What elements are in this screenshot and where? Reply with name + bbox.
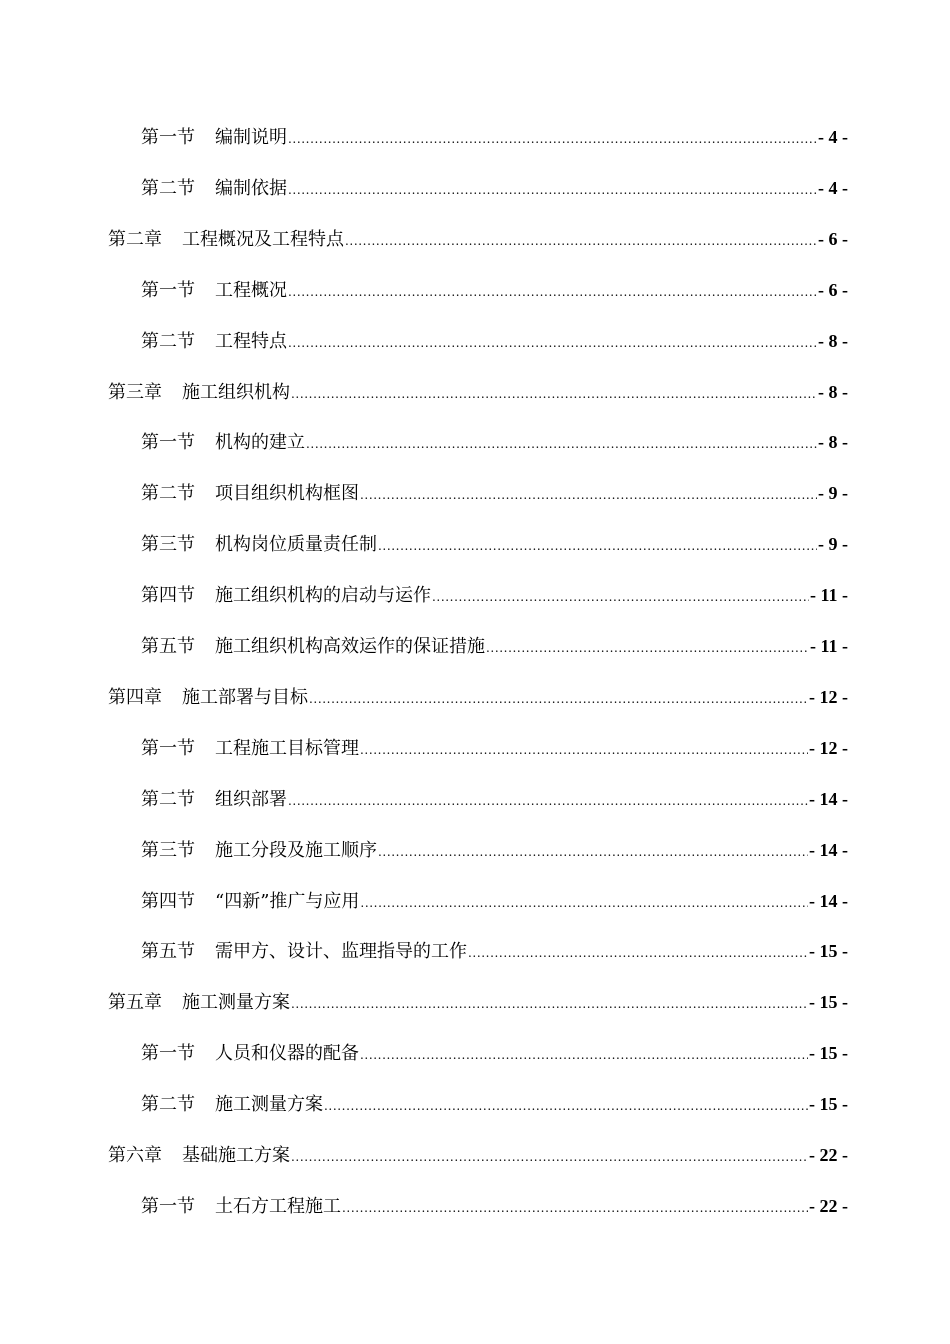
- toc-entry-number: 第二节: [141, 483, 195, 504]
- toc-entry-page-number: - 4 -: [818, 127, 848, 147]
- toc-entry-number: 第三节: [141, 534, 195, 555]
- toc-entry-section[interactable]: [141, 427, 848, 457]
- toc-entry-number: 第五章: [108, 992, 162, 1013]
- toc-entry-number: 第五节: [141, 636, 195, 657]
- toc-dot-leader: [288, 786, 808, 816]
- toc-entry-title: 施工部署与目标: [182, 687, 308, 708]
- toc-entry-page-number: - 22 -: [809, 1196, 848, 1216]
- toc-entry-title: 土石方工程施工: [215, 1196, 341, 1217]
- toc-entry-title: 工程特点: [215, 331, 287, 352]
- toc-entry-number: 第二章: [108, 229, 162, 250]
- toc-entry-chapter[interactable]: [108, 1140, 848, 1170]
- toc-entry-number: 第二节: [141, 178, 195, 199]
- toc-entry-page-number: - 8 -: [818, 382, 848, 402]
- toc-entry-section[interactable]: [141, 733, 848, 763]
- toc-dot-leader: [360, 888, 808, 918]
- toc-entry-page-number: - 14 -: [809, 789, 848, 809]
- toc-dot-leader: [468, 938, 808, 968]
- toc-entry-page-number: - 14 -: [809, 891, 848, 911]
- toc-entry-title: 人员和仪器的配备: [215, 1043, 359, 1064]
- toc-entry-title: 施工测量方案: [215, 1094, 323, 1115]
- toc-entry-title: 编制说明: [215, 127, 287, 148]
- toc-entry-number: 第四节: [141, 891, 195, 912]
- toc-entry-number: 第一节: [141, 432, 195, 453]
- toc-entry-chapter[interactable]: [108, 377, 848, 407]
- toc-entry-number: 第一节: [141, 1043, 195, 1064]
- toc-dot-leader: [345, 226, 817, 256]
- toc-entry-title: 施工组织机构高效运作的保证措施: [215, 636, 485, 657]
- toc-dot-leader: [309, 684, 808, 714]
- toc-entry-page-number: - 6 -: [818, 229, 848, 249]
- toc-entry-page-number: - 4 -: [818, 178, 848, 198]
- toc-dot-leader: [291, 379, 817, 409]
- toc-entry-title: 施工测量方案: [182, 992, 290, 1013]
- toc-dot-leader: [306, 429, 817, 459]
- toc-entry-chapter[interactable]: [108, 682, 848, 712]
- toc-dot-leader: [288, 328, 817, 358]
- toc-entry-section[interactable]: [141, 580, 848, 610]
- toc-entry-section[interactable]: [141, 173, 848, 203]
- toc-entry-page-number: - 11 -: [810, 585, 848, 605]
- toc-entry-section[interactable]: [141, 1191, 848, 1221]
- toc-entry-section[interactable]: [141, 835, 848, 865]
- toc-dot-leader: [324, 1091, 808, 1121]
- toc-dot-leader: [486, 633, 809, 663]
- toc-entry-section[interactable]: [141, 1038, 848, 1068]
- toc-entry-title: “四新”推广与应用: [215, 891, 360, 912]
- toc-entry-title: 机构岗位质量责任制: [215, 534, 377, 555]
- toc-entry-title: 需甲方、设计、监理指导的工作: [215, 941, 467, 962]
- toc-entry-number: 第六章: [108, 1145, 162, 1166]
- toc-entry-title: 编制依据: [215, 178, 287, 199]
- toc-entry-number: 第三节: [141, 840, 195, 861]
- toc-entry-section[interactable]: [141, 886, 848, 916]
- toc-entry-number: 第一节: [141, 738, 195, 759]
- toc-entry-title: 机构的建立: [215, 432, 305, 453]
- toc-entry-section[interactable]: [141, 631, 848, 661]
- toc-entry-number: 第一节: [141, 1196, 195, 1217]
- toc-entry-number: 第五节: [141, 941, 195, 962]
- toc-entry-section[interactable]: [141, 1089, 848, 1119]
- toc-entry-page-number: - 11 -: [810, 636, 848, 656]
- toc-entry-section[interactable]: [141, 275, 848, 305]
- toc-entry-page-number: - 15 -: [809, 1043, 848, 1063]
- toc-entry-number: 第二节: [141, 331, 195, 352]
- toc-entry-section[interactable]: [141, 784, 848, 814]
- toc-dot-leader: [360, 735, 808, 765]
- toc-entry-title: 基础施工方案: [182, 1145, 290, 1166]
- toc-dot-leader: [291, 1142, 808, 1172]
- toc-entry-number: 第二节: [141, 1094, 195, 1115]
- toc-entry-chapter[interactable]: [108, 987, 848, 1017]
- toc-entry-title: 施工组织机构: [182, 382, 290, 403]
- toc-entry-chapter[interactable]: [108, 224, 848, 254]
- toc-dot-leader: [432, 582, 809, 612]
- toc-entry-number: 第四节: [141, 585, 195, 606]
- toc-entry-title: 项目组织机构框图: [215, 483, 359, 504]
- toc-entry-title: 工程概况: [215, 280, 287, 301]
- toc-dot-leader: [288, 124, 817, 154]
- toc-entry-section[interactable]: [141, 326, 848, 356]
- toc-dot-leader: [360, 480, 817, 510]
- toc-entry-title: 施工分段及施工顺序: [215, 840, 377, 861]
- toc-entry-page-number: - 9 -: [818, 534, 848, 554]
- toc-entry-page-number: - 15 -: [809, 992, 848, 1012]
- toc-entry-number: 第三章: [108, 382, 162, 403]
- toc-entry-page-number: - 8 -: [818, 331, 848, 351]
- toc-entry-page-number: - 15 -: [809, 1094, 848, 1114]
- toc-entry-page-number: - 6 -: [818, 280, 848, 300]
- toc-entry-section[interactable]: [141, 936, 848, 966]
- toc-entry-page-number: - 15 -: [809, 941, 848, 961]
- toc-entry-number: 第一节: [141, 127, 195, 148]
- toc-dot-leader: [288, 175, 817, 205]
- toc-entry-number: 第二节: [141, 789, 195, 810]
- toc-entry-title: 组织部署: [215, 789, 287, 810]
- toc-entry-section[interactable]: [141, 122, 848, 152]
- toc-entry-title: 工程施工目标管理: [215, 738, 359, 759]
- toc-entry-page-number: - 22 -: [809, 1145, 848, 1165]
- toc-entry-section[interactable]: [141, 478, 848, 508]
- toc-entry-page-number: - 8 -: [818, 432, 848, 452]
- toc-dot-leader: [288, 277, 817, 307]
- toc-entry-number: 第一节: [141, 280, 195, 301]
- toc-entry-title: 施工组织机构的启动与运作: [215, 585, 431, 606]
- toc-entry-page-number: - 14 -: [809, 840, 848, 860]
- toc-dot-leader: [378, 837, 808, 867]
- toc-entry-page-number: - 12 -: [809, 738, 848, 758]
- toc-dot-leader: [342, 1193, 808, 1223]
- toc-entry-title: 工程概况及工程特点: [182, 229, 344, 250]
- toc-entry-number: 第四章: [108, 687, 162, 708]
- toc-entry-page-number: - 9 -: [818, 483, 848, 503]
- toc-entry-page-number: - 12 -: [809, 687, 848, 707]
- toc-entry-section[interactable]: [141, 529, 848, 559]
- toc-dot-leader: [291, 989, 808, 1019]
- toc-dot-leader: [378, 531, 817, 561]
- toc-dot-leader: [360, 1040, 808, 1070]
